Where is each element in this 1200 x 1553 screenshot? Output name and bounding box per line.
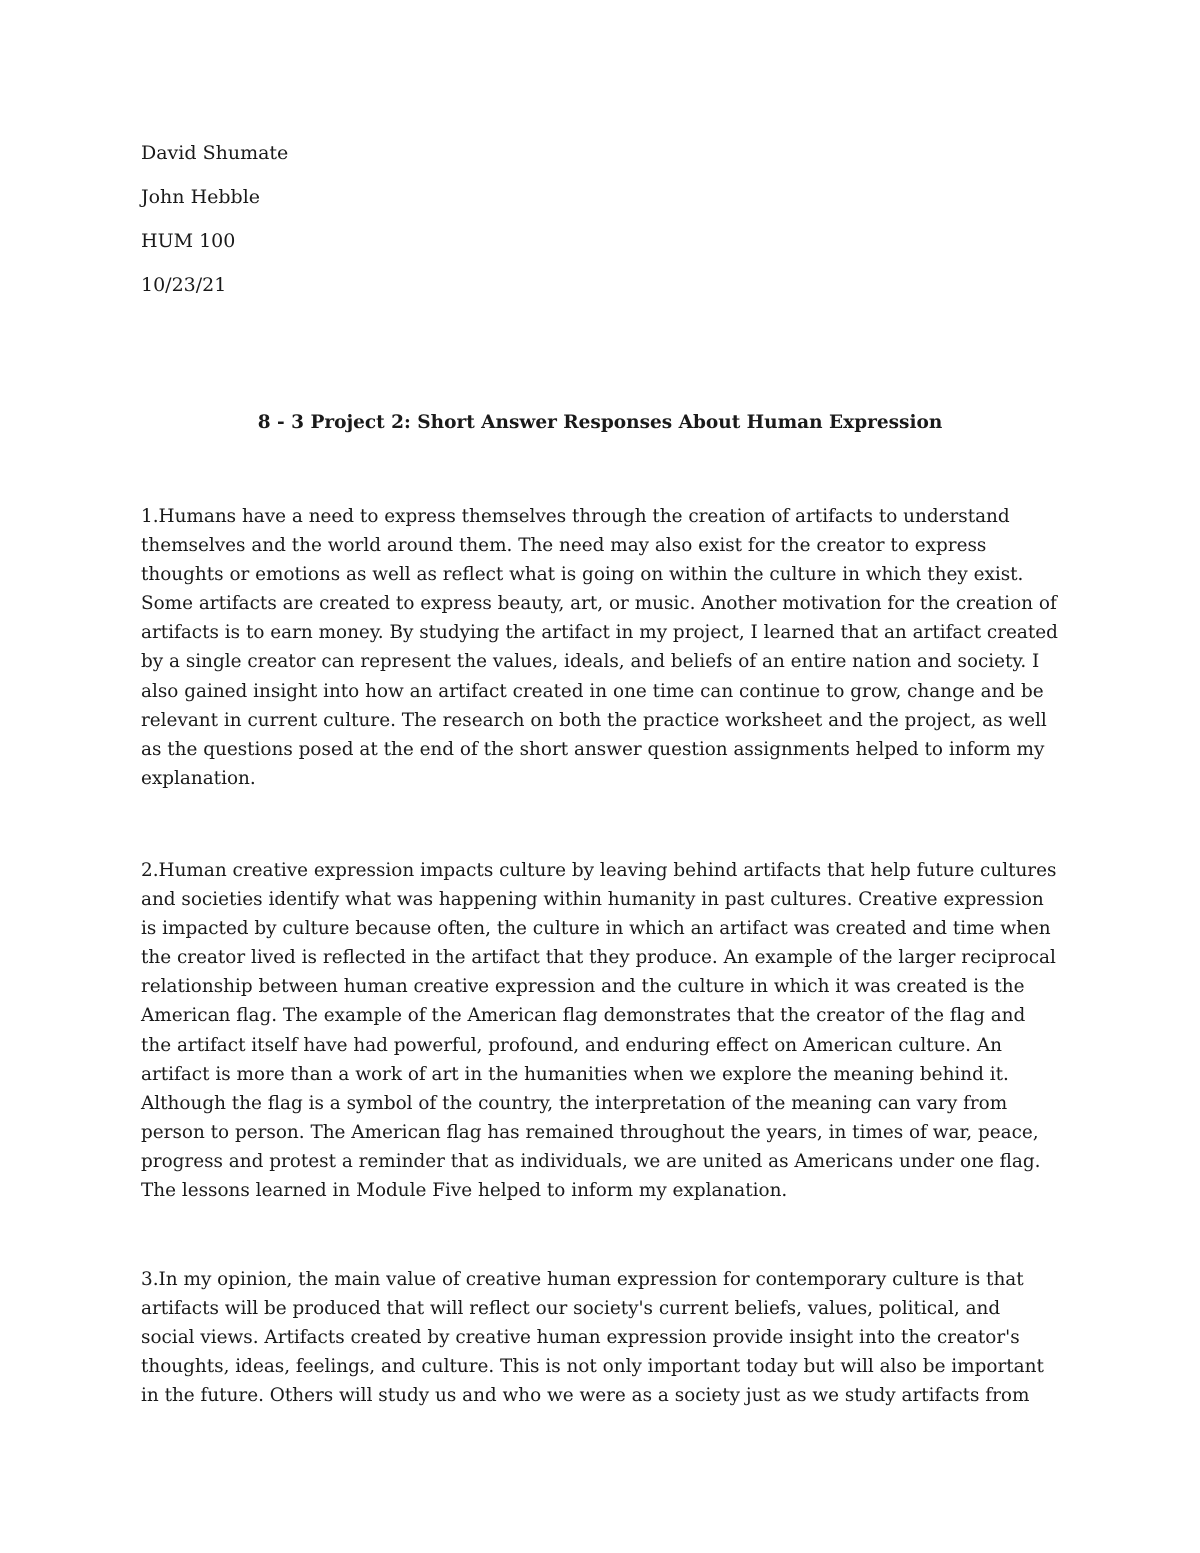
paragraph-line: explanation. — [141, 767, 256, 789]
paragraph-line: artifacts is to earn money. By studying the artifact in my project, I learned that an artifact created — [141, 622, 1058, 644]
paragraph-line: Some artifacts are created to express beauty, art, or music. Another motivation for the creation of — [141, 593, 1057, 615]
instructor-name: John Hebble — [141, 186, 261, 208]
paragraph-line: The lessons learned in Module Five helped to inform my explanation. — [141, 1180, 788, 1202]
paragraph-line: 2.Human creative expression impacts culture by leaving behind artifacts that help future cultures — [141, 860, 1057, 881]
answer-3-paragraph — [141, 1265, 1061, 1410]
paragraph-line: 3.In my opinion, the main value of creative human expression for contemporary culture is that — [141, 1269, 1024, 1290]
course-code: HUM 100 — [141, 230, 236, 252]
paragraph-line: as the questions posed at the end of the short answer question assignments helped to inform my — [141, 738, 1045, 760]
paragraph-line: by a single creator can represent the values, ideals, and beliefs of an entire nation and society. I — [141, 651, 1040, 673]
paragraph-line: artifacts will be produced that will reflect our society's current beliefs, values, political, and — [141, 1298, 1001, 1320]
paragraph-line: themselves and the world around them. The need may also exist for the creator to express — [141, 535, 987, 557]
header-block — [141, 142, 741, 318]
answer-2-paragraph — [141, 856, 1061, 1205]
paragraph-line: also gained insight into how an artifact created in one time can continue to grow, change and be — [141, 680, 1044, 702]
paragraph-line: thoughts or emotions as well as reflect what is going on within the culture in which they exist. — [141, 564, 1024, 586]
paragraph-line: the artifact itself have had powerful, profound, and enduring effect on American culture. An — [141, 1034, 1002, 1056]
paragraph-line: thoughts, ideas, feelings, and culture. This is not only important today but will also be important — [141, 1356, 1044, 1378]
paragraph-line: American flag. The example of the American flag demonstrates that the creator of the flag and — [141, 1005, 1026, 1027]
paragraph-line: 1.Humans have a need to express themselves through the creation of artifacts to understand — [141, 506, 1010, 527]
paragraph-line: person to person. The American flag has remained throughout the years, in times of war, peace, — [141, 1121, 1039, 1143]
paragraph-line: in the future. Others will study us and who we were as a society just as we study artifacts from — [141, 1385, 1030, 1407]
author-name: David Shumate — [141, 142, 289, 164]
paragraph-line: is impacted by culture because often, the culture in which an artifact was created and time when — [141, 918, 1051, 940]
answer-1-paragraph — [141, 502, 1061, 793]
paragraph-line: social views. Artifacts created by creative human expression provide insight into the creator's — [141, 1327, 1020, 1349]
paragraph-line: relationship between human creative expression and the culture in which it was created is the — [141, 976, 1025, 998]
paragraph-line: progress and protest a reminder that as individuals, we are united as Americans under one flag. — [141, 1150, 1041, 1172]
document-title: 8 - 3 Project 2: Short Answer Responses About Human Expression — [257, 412, 943, 433]
paragraph-line: relevant in current culture. The research on both the practice worksheet and the project, as well — [141, 709, 1047, 731]
paragraph-line: and societies identify what was happening within humanity in past cultures. Creative expression — [141, 889, 1044, 911]
paragraph-line: Although the flag is a symbol of the country, the interpretation of the meaning can vary from — [141, 1092, 1008, 1114]
document-date: 10/23/21 — [141, 274, 227, 296]
paragraph-line: the creator lived is reflected in the artifact that they produce. An example of the larger reciprocal — [141, 947, 1056, 969]
paragraph-line: artifact is more than a work of art in the humanities when we explore the meaning behind it. — [141, 1063, 1009, 1085]
